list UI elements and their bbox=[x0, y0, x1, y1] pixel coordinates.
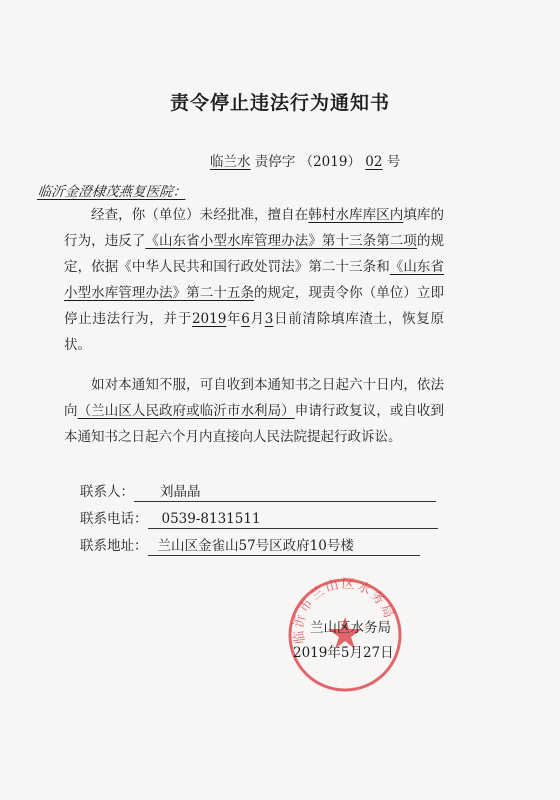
contact-person-value: 刘晶晶 bbox=[134, 480, 436, 502]
recipient-name: 临沂金澄棣茂燕复医院： bbox=[36, 184, 188, 200]
text-segment: 的规定，现责令你（单位）立即停止违法行为，并于 bbox=[64, 285, 445, 327]
doc-year: （2019） bbox=[299, 154, 361, 170]
text-segment: 填库的行为，违反了 bbox=[64, 207, 445, 249]
document-title: 责令停止违法行为通知书 bbox=[169, 92, 390, 114]
text-segment: 月 bbox=[249, 311, 265, 327]
doc-agency: 临兰水 bbox=[210, 154, 251, 170]
review-authority-field: （兰山区人民政府或临沂市水利局） bbox=[77, 403, 295, 419]
contact-address-label: 联系地址： bbox=[80, 538, 148, 554]
issue-date: 2019年5月27日 bbox=[293, 645, 394, 661]
contact-phone-label: 联系电话： bbox=[80, 511, 148, 527]
document-number bbox=[210, 150, 400, 170]
doc-type: 责停字 bbox=[254, 154, 296, 170]
paragraph-appeal bbox=[64, 372, 444, 450]
contact-person-label: 联系人： bbox=[80, 484, 134, 500]
location-field: 韩村水库库区内 bbox=[308, 207, 404, 223]
deadline-day-field: 3 bbox=[264, 311, 274, 327]
contact-person-row bbox=[80, 480, 436, 502]
contact-address-value: 兰山区金雀山57号区政府10号楼 bbox=[148, 534, 420, 556]
text-segment: 申请行政复议，或自收到本通知书之日起六个月内直接向人民法院提起行政诉讼。 bbox=[64, 403, 445, 445]
deadline-year-field: 2019 bbox=[191, 311, 227, 327]
paragraph-findings-text bbox=[64, 202, 444, 358]
doc-suffix: 号 bbox=[386, 154, 401, 170]
issuer-name: 兰山区水务局 bbox=[310, 620, 391, 636]
contact-address-row bbox=[80, 534, 420, 556]
seal-text: 临沂市兰山区水务局 bbox=[291, 576, 397, 645]
violated-provision-field: 《山东省小型水库管理办法》第十三条第二项 bbox=[145, 233, 417, 249]
contact-phone-value: 0539-8131511 bbox=[148, 511, 438, 529]
text-segment: 经查，你（单位）未经批准，擅自在 bbox=[91, 207, 309, 223]
paragraph-findings bbox=[64, 202, 444, 358]
doc-serial: 02 bbox=[365, 154, 383, 170]
deadline-month-field: 6 bbox=[241, 311, 250, 327]
paragraph-appeal-text bbox=[64, 372, 444, 450]
text-segment: 年 bbox=[226, 311, 242, 327]
text-segment: 的规定，依据《中华人民共和国行政处罚法》第二十三条和 bbox=[64, 233, 445, 275]
text-segment: 日前清除填库渣土，恢复原状。 bbox=[64, 311, 445, 353]
basis-provision-field: 《山东省小型水库管理办法》第二十五条 bbox=[64, 259, 445, 301]
text-segment: 如对本通知不服，可自收到本通知书之日起六十日内，依法向 bbox=[64, 377, 444, 419]
contact-phone-row bbox=[80, 507, 438, 529]
